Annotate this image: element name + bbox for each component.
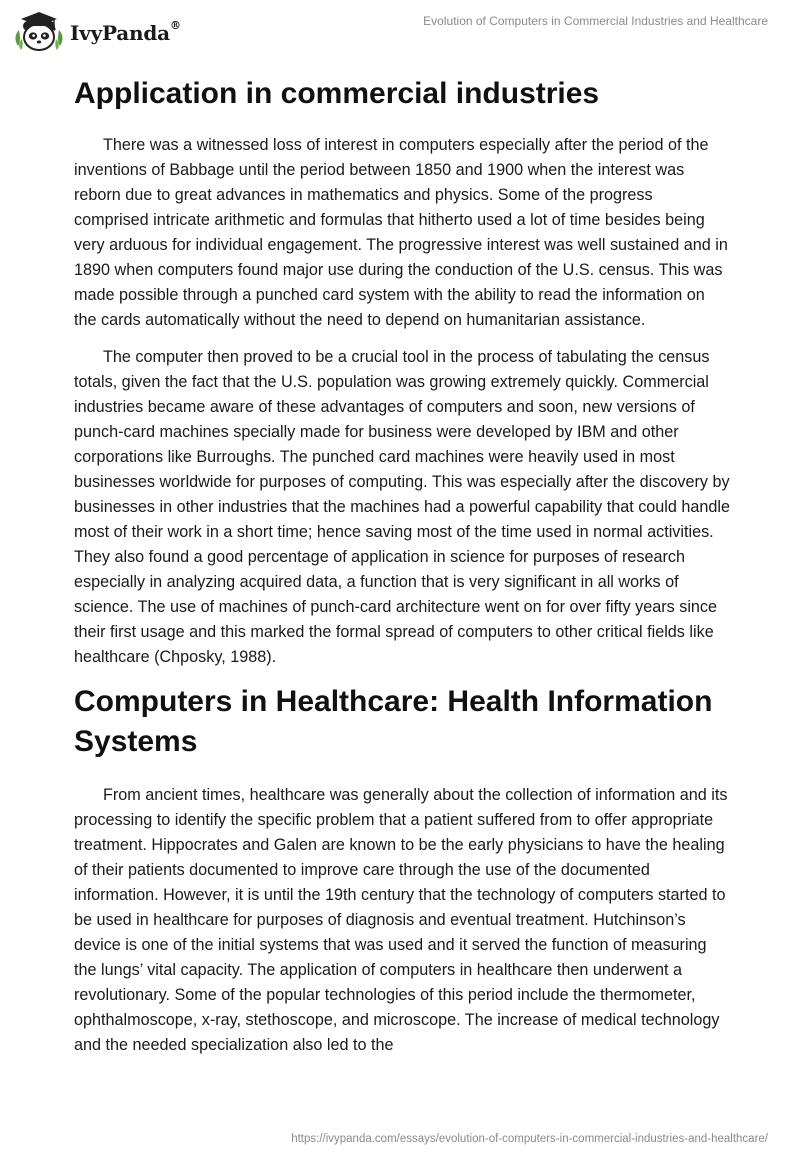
paragraph: The computer then proved to be a crucial tool in the process of tabulating the census totals, given the fact that the U.S. population was growing extremely quickly. Commercial industries became aware of these advantages of computers and soon, new versions of punch-card machines specially made for business were developed by IBM and other corporations like Burroughs. The punched card machines were heavily used in most businesses worldwide for purposes of computing. This was especially after the discovery by businesses in other industries that the machines had a powerful capability that could handle most of their work in a short time; hence saving most of the time used in normal activities. They also found a good percentage of application in science for purposes of research especially in analyzing acquired data, a function that is very significant in all works of science. The use of machines of punch-card architecture went on for over fifty years since their first usage and this marked the formal spread of computers to other critical fields like healthcare (Chposky, 1988). (74, 348, 730, 666)
section-heading-healthcare: Computers in Healthcare: Health Information Systems (74, 685, 713, 758)
registered-mark: ® (169, 19, 181, 32)
logo-wordmark (70, 21, 181, 45)
essay-content (74, 70, 730, 1070)
panda-graduate-icon (12, 6, 66, 58)
section-heading-commercial: Application in commercial industries (74, 77, 600, 110)
document-title: Evolution of Computers in Commercial Industries and Healthcare (423, 14, 768, 28)
source-url[interactable]: https://ivypanda.com/essays/evolution-of-computers-in-commercial-industries-and-healthcare/ (291, 1133, 768, 1145)
page-header (0, 0, 800, 64)
paragraph: From ancient times, healthcare was generally about the collection of information and its processing to identify the specific problem that a patient suffered from to offer appropriate treatment. Hippocrates and Galen are known to be the early physicians to have the healing of their patients documented to improve care through the use of the documented information. However, it is until the 19th century that the technology of computers started to be used in healthcare for purposes of diagnosis and eventual treatment. Hutchinson’s device is one of the initial systems that was used and it served the function of measuring the lungs’ vital capacity. The application of computers in healthcare then underwent a revolutionary. Some of the popular technologies of this period include the thermometer, ophthalmoscope, x-ray, stethoscope, and microscope. The increase of medical technology and the needed specialization also led to the (74, 786, 728, 1054)
paragraph: There was a witnessed loss of interest in computers especially after the period of the inventions of Babbage until the period between 1850 and 1900 when the interest was reborn due to great advances in mathematics and physics. Some of the progress comprised intricate arithmetic and formulas that hitherto used a lot of time besides being very arduous for individual engagement. The progressive interest was well sustained and in 1890 when computers found major use during the conduction of the U.S. census. This was made possible through a punched card system with the ability to read the information on the cards automatically without the need to depend on humanitarian assistance. (74, 136, 728, 329)
logo-text: IvyPanda (70, 21, 170, 45)
ivypanda-logo[interactable] (12, 6, 181, 58)
